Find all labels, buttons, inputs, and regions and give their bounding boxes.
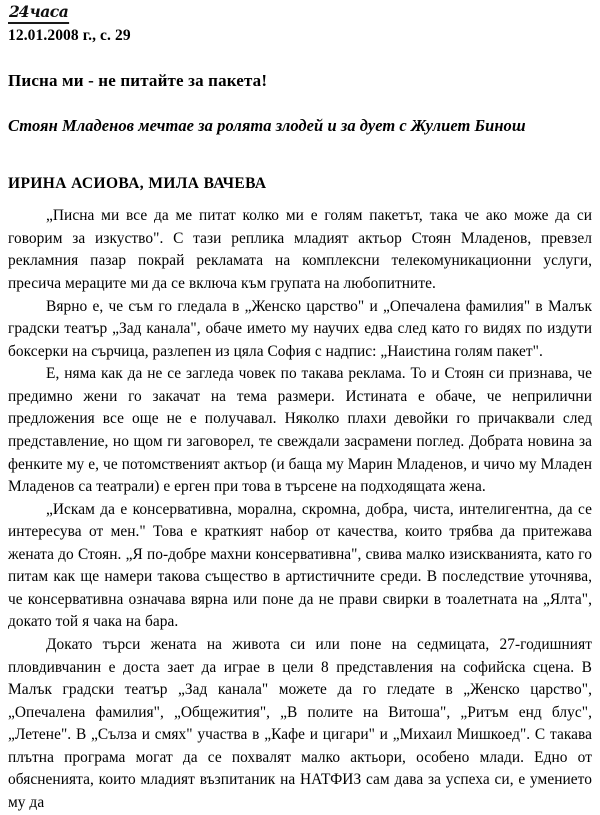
article-deck: Стоян Младенов мечтае за ролята злодей и за дует с Жулиет Бинош	[8, 116, 526, 135]
article-headline: Писна ми - не питайте за пакета!	[8, 70, 268, 90]
logo-number: 24	[8, 2, 29, 21]
article-paragraph: „Искам да е консервативна, морална, скромна, добра, чиста, интелигентна, да се интересува от мен." Това е краткият набор от качества, които трябва да притежава жената до Стоян. „Я по-добре махни консервативна", свива малко изискванията, като го питам как ще намери такова същество в артистичните среди. В последствие уточнява, че консервативна означава вярна или поне да не прави свирки в тоалетната на „Ялта", докато той я чака на бара.	[8, 500, 592, 631]
issue-date-page: 12.01.2008 г., с. 29	[8, 26, 131, 44]
article-paragraph: Е, няма как да не се загледа човек по такава реклама. То и Стоян си признава, че предимно жени го закачат на тема размери. Истината е обаче, че неприлични предложения все още не е получавал. Няколко плахи девойки го причаквали след представление, но щом ги заговорел, те свеждали засрамени поглед. Добрата новина за фенките му е, че потомственият актьор (и баща му Марин Младенов, и чичо му Младен Младенов са театрали) е ерген при това в търсене на подходящата жена.	[8, 365, 592, 496]
article-paragraph: Вярно е, че съм го гледала в „Женско царство" и „Опечалена фамилия" в Малък градски театър „Зад канала", обаче името му научих едва след като го видях по издути боксерки на сърчица, разлепен из цяла София с надпис: „Наистина голям пакет".	[8, 297, 592, 360]
logo-word: часа	[29, 2, 69, 21]
masthead	[8, 4, 592, 24]
article-byline: ИРИНА АСИОВА, МИЛА ВАЧЕВА	[8, 174, 267, 192]
article-body	[8, 205, 592, 814]
publication-logo	[8, 4, 69, 24]
article-paragraph: „Писна ми все да ме питат колко ми е голям пакетът, така че ако може да си говорим за изкуство". С тази реплика младият актьор Стоян Младенов, превзел рекламния пазар покрай рекламата на комплексни телекомуникационни услуги, пресича мераците ми да се включа към групата на любопитните.	[8, 207, 592, 293]
article-paragraph: Докато търси жената на живота си или поне на седмицата, 27-годишният пловдивчанин е доста зает да играе в цели 8 представления на софийска сцена. В Малък градски театър „Зад канала" можете да го гледате в „Женско царство", „Опечалена фамилия", „Общежития", „В полите на Витоша", „Ритъм енд блус", „Летене". В „Сълза и смях" участва в „Кафе и цигари" и „Михаил Мишкоед". С такава плътна програма могат да се похвалят малко актьори, особено млади. Едно от обясненията, които младият възпитаник на НАТФИЗ сам дава за успеха си, е умението му да	[8, 636, 592, 811]
